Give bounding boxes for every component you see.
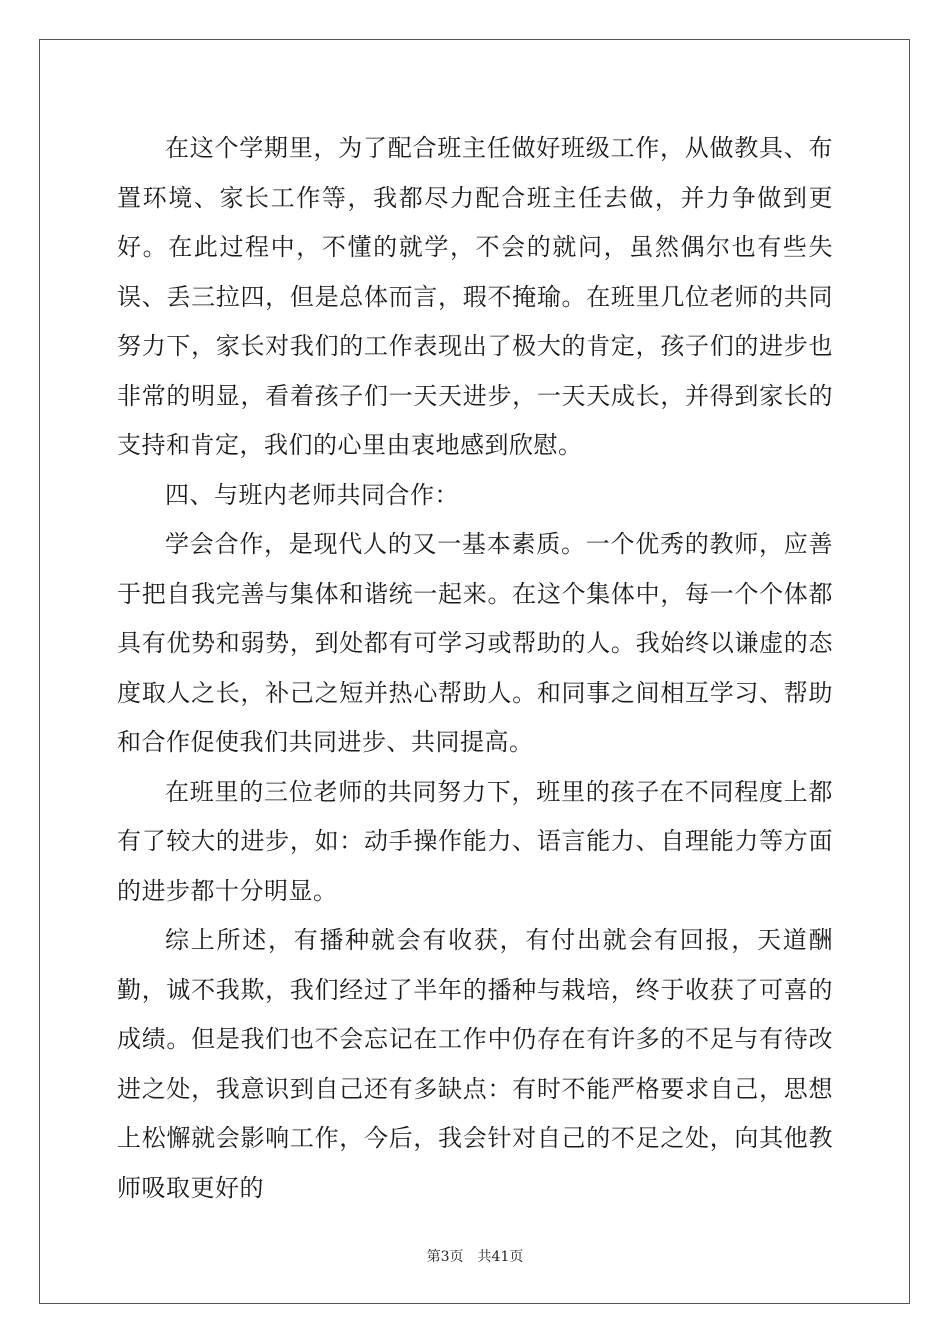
document-body bbox=[117, 124, 833, 1213]
page-footer bbox=[0, 1247, 950, 1267]
total-pages-label: 共41页 bbox=[477, 1249, 524, 1265]
paragraph-summary: 综上所述，有播种就会有收获，有付出就会有回报，天道酬勤，诚不我欺，我们经过了半年的播种与栽培，终于收获了可喜的成绩。但是我们也不会忘记在工作中仍存在有许多的不足与有待改进之处，我意识到自己还有多缺点：有时不能严格要求自己，思想上松懈就会影响工作，今后，我会针对自己的不足之处，向其他教师吸取更好的 bbox=[117, 926, 833, 1202]
paragraph-cooperation-with-head-teacher: 在这个学期里，为了配合班主任做好班级工作，从做教具、布置环境、家长工作等，我都尽力配合班主任去做，并力争做到更好。在此过程中，不懂的就学，不会的就问，虽然偶尔也有些失误、丢三拉四，但是总体而言，瑕不掩瑜。在班里几位老师的共同努力下，家长对我们的工作表现出了极大的肯定，孩子们的进步也非常的明显，看着孩子们一天天进步，一天天成长，并得到家长的支持和肯定，我们的心里由衷地感到欣慰。 bbox=[117, 134, 833, 459]
paragraph-learning-cooperation: 学会合作，是现代人的又一基本素质。一个优秀的教师，应善于把自我完善与集体和谐统一起来。在这个集体中，每一个个体都具有优势和弱势，到处都有可学习或帮助的人。我始终以谦虚的态度取人之长，补己之短并热心帮助人。和同事之间相互学习、帮助和合作促使我们共同进步、共同提高。 bbox=[117, 530, 833, 756]
section-heading-team-cooperation: 四、与班内老师共同合作： bbox=[165, 480, 459, 509]
paragraph-children-progress: 在班里的三位老师的共同努力下，班里的孩子在不同程度上都有了较大的进步，如：动手操作能力、语言能力、自理能力等方面的进步都十分明显。 bbox=[117, 777, 833, 905]
current-page-label: 第3页 bbox=[426, 1249, 464, 1265]
